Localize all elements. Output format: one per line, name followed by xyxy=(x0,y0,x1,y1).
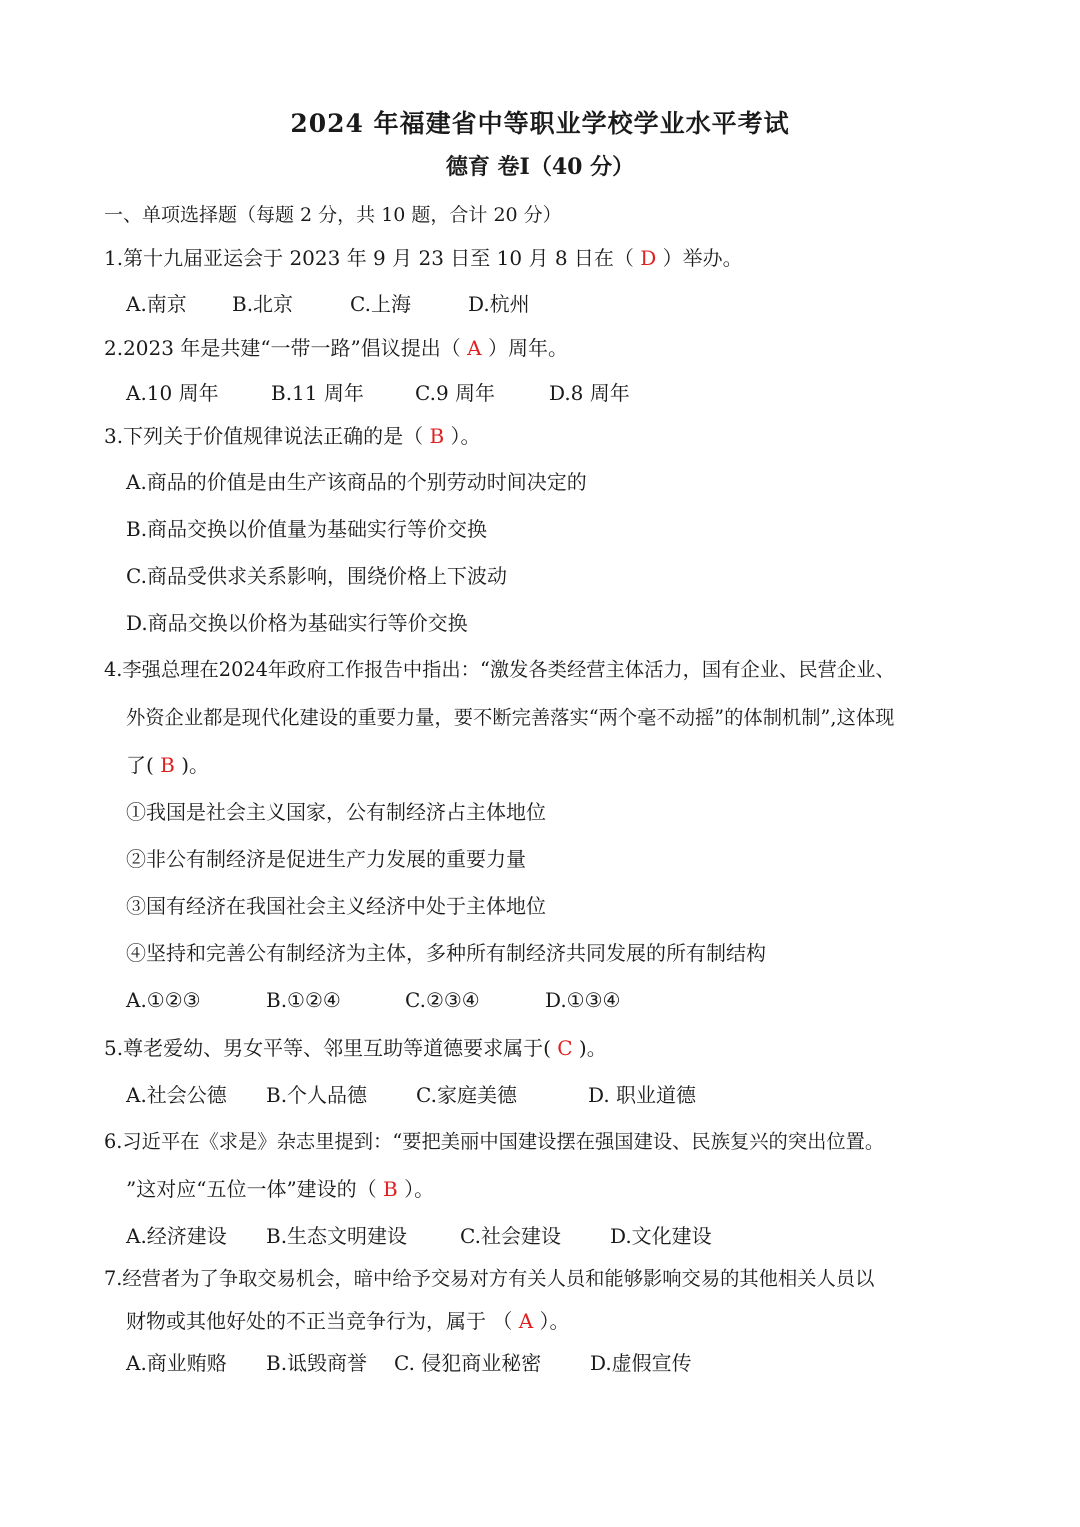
question-text: ”这对应“五位一体”建设的（ xyxy=(126,1177,384,1201)
option-d: D.虚假宣传 xyxy=(590,1351,692,1375)
question-text-end: ）周年。 xyxy=(481,336,568,360)
option-a: A.社会公德 xyxy=(126,1083,227,1107)
question-text: 5.尊老爱幼、男女平等、邻里互助等道德要求属于( xyxy=(104,1036,558,1060)
question-text: 3.下列关于价值规律说法正确的是（ xyxy=(104,424,430,448)
option-d: D.文化建设 xyxy=(610,1224,712,1248)
option-b: B.诋毁商誉 xyxy=(266,1351,368,1375)
question-text: 2.2023 年是共建“一带一路”倡议提出（ xyxy=(104,336,468,360)
option-a: A.商业贿赂 xyxy=(126,1351,227,1375)
question-4-item-3: ③国有经济在我国社会主义经济中处于主体地位 xyxy=(126,894,546,918)
question-5 xyxy=(104,1035,607,1061)
question-6-line-1: 6.习近平在《求是》杂志里提到：“要把美丽中国建设摆在强国建设、民族复兴的突出位置。 xyxy=(104,1130,885,1153)
question-text-end: )。 xyxy=(174,753,210,777)
question-2 xyxy=(104,335,568,361)
question-text-end: ）举办。 xyxy=(656,246,743,270)
option-d: D. 职业道德 xyxy=(588,1083,697,1107)
question-3-option-d: D.商品交换以价格为基础实行等价交换 xyxy=(126,611,468,635)
question-text: 了( xyxy=(126,753,161,777)
answer-mark: A xyxy=(518,1309,534,1333)
question-1-options xyxy=(126,291,530,317)
question-3-option-c: C.商品受供求关系影响，围绕价格上下波动 xyxy=(126,564,507,588)
option-c: C.社会建设 xyxy=(460,1224,561,1248)
option-a: A.①②③ xyxy=(126,988,201,1012)
question-7-options xyxy=(126,1350,692,1376)
question-text-end: ）。 xyxy=(444,424,481,448)
answer-mark: B xyxy=(160,753,175,777)
option-c: C.②③④ xyxy=(405,988,480,1012)
answer-mark: B xyxy=(429,424,445,448)
option-c: C.家庭美德 xyxy=(416,1083,517,1107)
question-2-options xyxy=(126,380,630,406)
question-text-end: ）。 xyxy=(397,1177,435,1201)
option-b: B.生态文明建设 xyxy=(266,1224,408,1248)
option-c: C.9 周年 xyxy=(415,381,496,405)
option-c: C.上海 xyxy=(350,292,411,316)
question-3 xyxy=(104,423,481,449)
option-d: D.杭州 xyxy=(468,292,530,316)
question-4-item-4: ④坚持和完善公有制经济为主体，多种所有制经济共同发展的所有制结构 xyxy=(126,941,766,965)
option-c: C. 侵犯商业秘密 xyxy=(394,1351,542,1375)
option-b: B.北京 xyxy=(232,292,294,316)
question-6-line-2 xyxy=(126,1176,434,1202)
option-a: A.南京 xyxy=(126,292,187,316)
option-b: B.①②④ xyxy=(266,988,341,1012)
answer-mark: C xyxy=(557,1036,573,1060)
question-4-line-1: 4.李强总理在2024年政府工作报告中指出：“激发各类经营主体活力，国有企业、民营企业、 xyxy=(104,658,895,681)
answer-mark: D xyxy=(640,246,657,270)
option-b: B.11 周年 xyxy=(271,381,364,405)
question-3-option-a: A.商品的价值是由生产该商品的个别劳动时间决定的 xyxy=(126,470,587,494)
question-7-line-1: 7.经营者为了争取交易机会，暗中给予交易对方有关人员和能够影响交易的其他相关人员以 xyxy=(104,1267,875,1290)
option-d: D.8 周年 xyxy=(549,381,630,405)
question-4-item-1: ①我国是社会主义国家，公有制经济占主体地位 xyxy=(126,800,546,824)
question-3-option-b: B.商品交换以价值量为基础实行等价交换 xyxy=(126,517,488,541)
option-d: D.①③④ xyxy=(545,988,621,1012)
question-text-end: ）。 xyxy=(533,1309,570,1333)
page-title: 2024 年福建省中等职业学校学业水平考试 xyxy=(290,109,790,138)
question-6-options xyxy=(126,1223,712,1249)
option-a: A.10 周年 xyxy=(126,381,219,405)
question-4-options xyxy=(126,987,620,1013)
answer-mark: A xyxy=(467,336,482,360)
page-subtitle: 德育 卷I（40 分） xyxy=(445,154,635,180)
section-heading: 一、单项选择题（每题 2 分，共 10 题，合计 20 分） xyxy=(104,204,562,226)
answer-mark: B xyxy=(383,1177,398,1201)
option-a: A.经济建设 xyxy=(126,1224,227,1248)
question-7-line-2 xyxy=(126,1308,570,1334)
question-text: 1.第十九届亚运会于 2023 年 9 月 23 日至 10 月 8 日在（ xyxy=(104,246,641,270)
question-1 xyxy=(104,245,743,271)
question-text: 财物或其他好处的不正当竞争行为，属于 （ xyxy=(126,1309,519,1333)
question-text-end: )。 xyxy=(572,1036,607,1060)
question-4-item-2: ②非公有制经济是促进生产力发展的重要力量 xyxy=(126,847,526,871)
option-b: B.个人品德 xyxy=(266,1083,368,1107)
question-5-options xyxy=(126,1082,696,1108)
question-4-line-3 xyxy=(126,752,209,778)
question-4-line-2: 外资企业都是现代化建设的重要力量，要不断完善落实“两个毫不动摇”的体制机制”,这体现 xyxy=(126,706,895,729)
